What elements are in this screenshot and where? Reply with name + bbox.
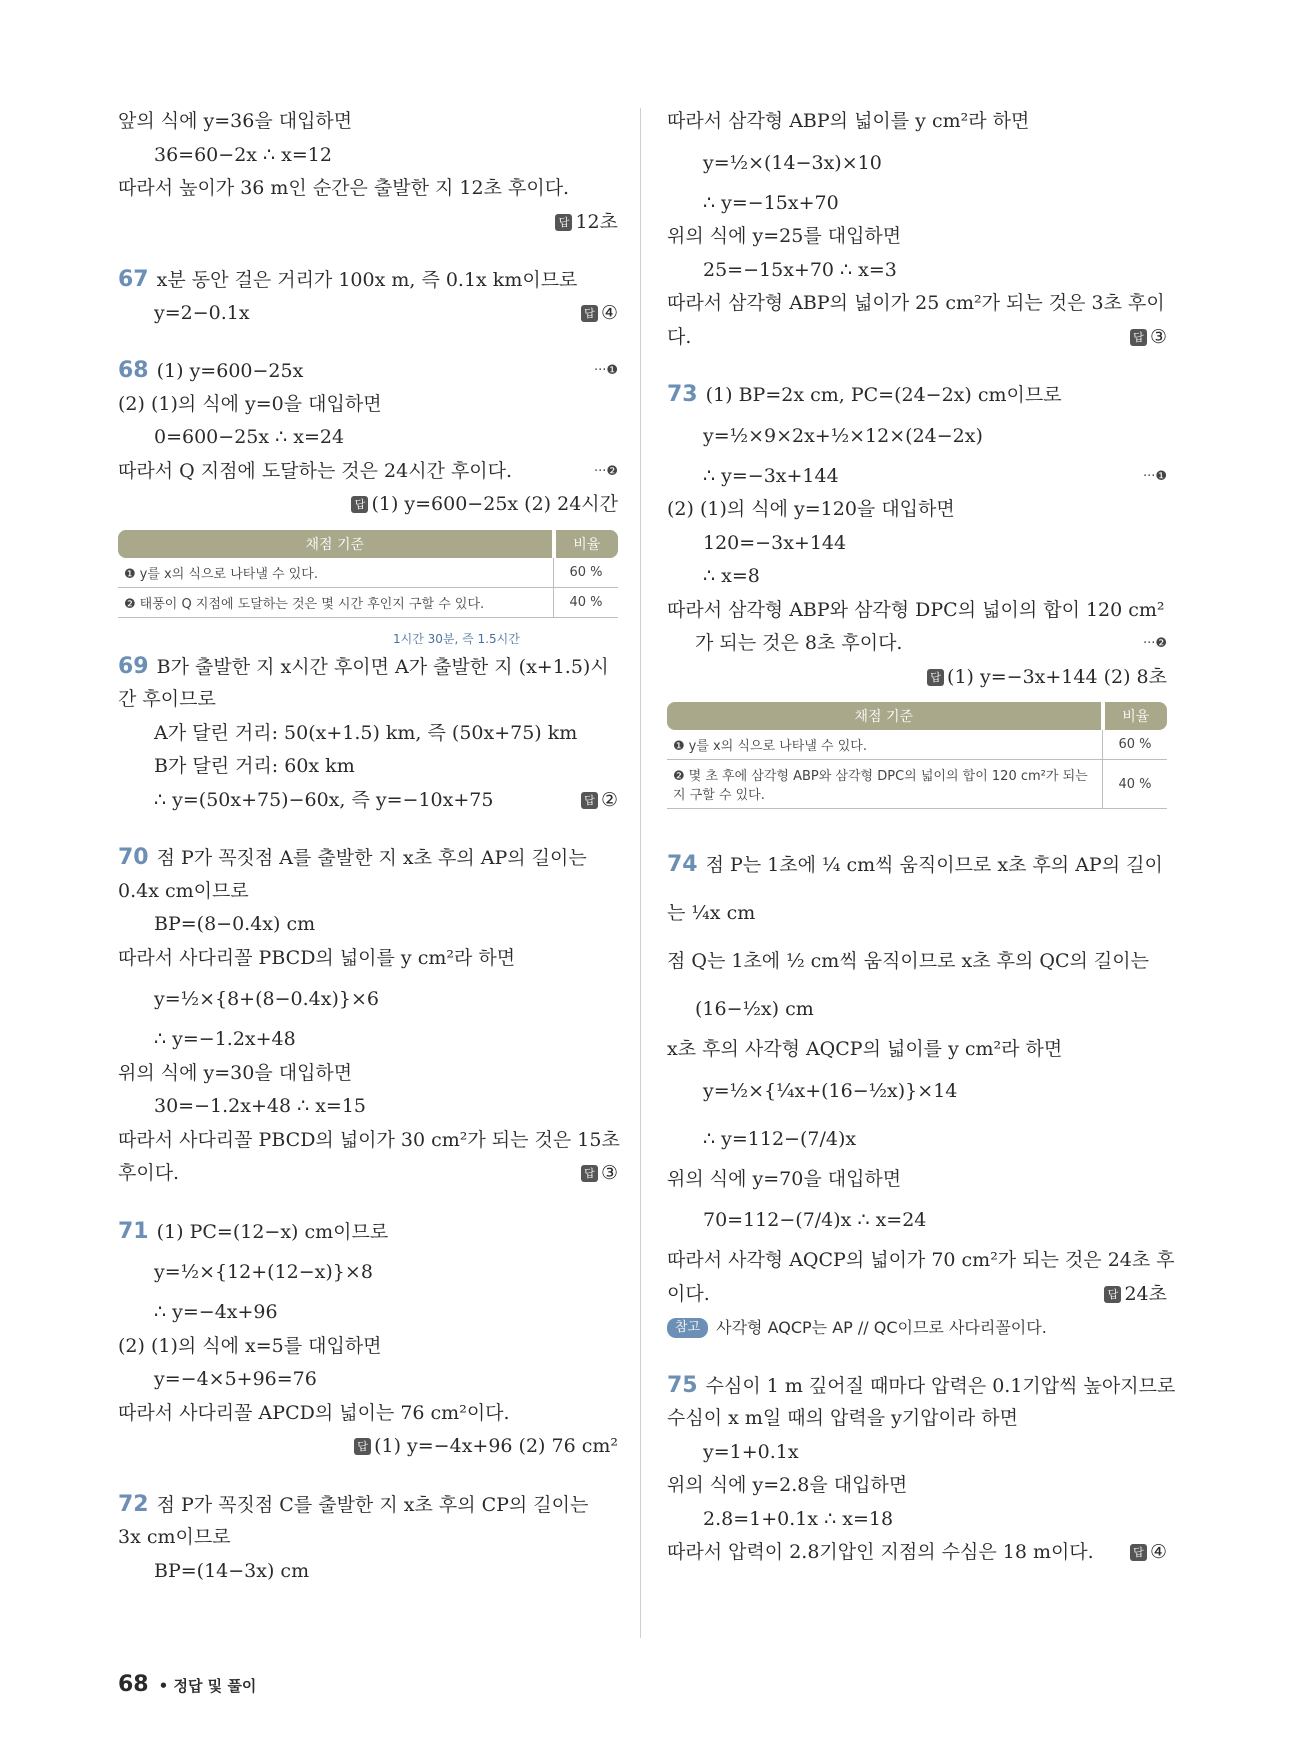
line-text: ∴ y=112−(7/4)x [703, 1127, 857, 1150]
line-text: 위의 식에 y=70을 대입하면 [667, 1167, 902, 1190]
solution-line [118, 1248, 618, 1296]
criterion-text: y를 x의 식으로 나타낼 수 있다. [688, 739, 867, 754]
reference-text: 사각형 AQCP는 AP // QC이므로 사다리꼴이다. [716, 1318, 1047, 1337]
solution-line [667, 1067, 1167, 1115]
line-text: (16−½x) cm [695, 998, 814, 1020]
line-text: 는 ¼x cm [667, 902, 756, 924]
solution-line [667, 187, 1167, 221]
solution-line [118, 488, 618, 522]
line-text: 따라서 Q 지점에 도달하는 것은 24시간 후이다. [118, 459, 513, 482]
grading-table [667, 702, 1167, 809]
grading-table [118, 530, 618, 618]
solution-line [667, 287, 1167, 321]
line-text: 따라서 삼각형 ABP의 넓이가 25 cm²가 되는 것은 3초 후이 [667, 292, 1165, 314]
line-text: (1) y=600−25x [156, 360, 304, 382]
solution-line [667, 889, 1167, 937]
line-text: 따라서 삼각형 ABP와 삼각형 DPC의 넓이의 합이 120 cm² [667, 598, 1165, 621]
problem-number: 69 [118, 653, 149, 679]
right-column [667, 105, 1176, 1570]
solution-line [667, 1196, 1167, 1244]
line-text: 수심이 x m일 때의 압력을 y기압이라 하면 [667, 1407, 1019, 1429]
problem-gap [118, 817, 618, 841]
solution-line [667, 1278, 1167, 1312]
line-text: 따라서 사다리꼴 PBCD의 넓이가 30 cm²가 되는 것은 15초 [118, 1128, 620, 1151]
solution-line [118, 875, 618, 909]
answer-value: ③ [1149, 325, 1167, 348]
solution-line [118, 1124, 618, 1158]
answer-box [1104, 1278, 1167, 1312]
line-text: 수심이 1 m 깊어질 때마다 압력은 0.1기압씩 높아지므로 [705, 1374, 1176, 1397]
solution-line [667, 254, 1167, 288]
line-text: 2.8=1+0.1x ∴ x=18 [703, 1507, 894, 1530]
criterion-ratio: 60 % [554, 558, 619, 588]
line-text: B가 출발한 지 x시간 후이면 A가 출발한 지 (x+1.5)시 [156, 655, 609, 678]
answer-box [354, 1430, 618, 1464]
grading-header-ratio: 비율 [1103, 702, 1168, 730]
page-number: 68 [118, 1672, 149, 1697]
line-text: 후이다. [118, 1162, 180, 1184]
solution-line [118, 975, 618, 1023]
answer-value: ③ [600, 1162, 618, 1184]
line-text: BP=(8−0.4x) cm [154, 913, 316, 935]
answer-box [1130, 1536, 1167, 1570]
solution-line [667, 1469, 1167, 1503]
solution-line [118, 908, 618, 942]
grading-criterion [667, 760, 1103, 809]
problem-73-line [667, 378, 1167, 412]
grading-header-criteria: 채점 기준 [667, 702, 1103, 730]
line-text: (2) (1)의 식에 y=120을 대입하면 [667, 498, 955, 520]
answer-box [581, 297, 618, 331]
line-text: x초 후의 사각형 AQCP의 넓이를 y cm²라 하면 [667, 1038, 1063, 1060]
solution-line [667, 661, 1167, 695]
criterion-text: 몇 초 후에 삼각형 ABP와 삼각형 DPC의 넓이의 합이 120 cm²가 되는지 구할 수 있다. [673, 769, 1088, 803]
criterion-mark: ❷ [124, 596, 136, 612]
line-text: 3x cm이므로 [118, 1526, 231, 1548]
solution-line [118, 421, 618, 455]
solution-line [118, 206, 618, 240]
solution-line [667, 1436, 1167, 1470]
solution-line [667, 493, 1167, 527]
solution-line [667, 1033, 1167, 1067]
line-text: y=½×{¼x+(16−½x)}×14 [703, 1079, 958, 1102]
solution-line [118, 717, 618, 751]
line-text: y=−4×5+96=76 [154, 1368, 317, 1390]
solution-line [667, 1536, 1167, 1570]
solution-line [118, 139, 618, 173]
line-text: 따라서 삼각형 ABP의 넓이를 y cm²라 하면 [667, 110, 1030, 132]
line-text: 25=−15x+70 ∴ x=3 [703, 258, 897, 281]
answer-value: ④ [1149, 1541, 1167, 1563]
line-text: y=½×(14−3x)×10 [703, 151, 882, 174]
problem-gap [118, 239, 618, 263]
criterion-text: 태풍이 Q 지점에 도달하는 것은 몇 시간 후인지 구할 수 있다. [139, 596, 485, 612]
problem-74-line [667, 841, 1167, 889]
problem-69-line [118, 650, 618, 684]
line-text: ∴ y=−4x+96 [154, 1301, 278, 1323]
criterion-ratio: 40 % [1103, 760, 1168, 809]
answer-icon: 답 [581, 792, 598, 809]
answer-box [1130, 321, 1167, 355]
answer-icon: 답 [1130, 1544, 1147, 1561]
line-text: y=2−0.1x [154, 301, 250, 324]
answer-icon: 답 [1130, 329, 1147, 346]
answer-value: (1) y=−3x+144 (2) 8초 [947, 665, 1167, 688]
answer-value: (1) y=600−25x (2) 24시간 [371, 493, 618, 515]
grading-criterion [118, 558, 554, 588]
solution-line [667, 1115, 1167, 1163]
solution-line [118, 1157, 618, 1191]
problem-number: 71 [118, 1218, 149, 1244]
line-text: ∴ y=−3x+144 [703, 464, 839, 487]
solution-line [118, 1296, 618, 1330]
solution-line [667, 527, 1167, 561]
answer-box [927, 661, 1167, 695]
line-text: 70=112−(7/4)x ∴ x=24 [703, 1209, 927, 1231]
criterion-text: y를 x의 식으로 나타낼 수 있다. [139, 566, 318, 582]
solution-line [118, 683, 618, 717]
left-column [118, 105, 618, 1588]
solution-line [667, 460, 1167, 494]
answer-value: 24초 [1124, 1282, 1167, 1305]
problem-gap [667, 354, 1167, 378]
line-text: 따라서 사다리꼴 APCD의 넓이는 76 cm²이다. [118, 1401, 510, 1424]
reference-note [667, 1311, 1167, 1345]
answer-icon: 답 [581, 305, 598, 322]
solution-line [667, 139, 1167, 187]
solution-line [667, 321, 1167, 355]
problem-gap [118, 1191, 618, 1215]
line-text: y=½×9×2x+½×12×(24−2x) [703, 424, 983, 447]
line-text: 점 Q는 1초에 ½ cm씩 움직이므로 x초 후의 QC의 길이는 [667, 950, 1149, 972]
line-text: ∴ y=(50x+75)−60x, 즉 y=−10x+75 [154, 788, 494, 811]
solution-line [667, 937, 1167, 985]
solution-line [667, 105, 1167, 139]
step-number: ❶ [606, 363, 618, 378]
line-text: 따라서 높이가 36 m인 순간은 출발한 지 12초 후이다. [118, 177, 570, 199]
line-text: 점 P가 꼭짓점 A를 출발한 지 x초 후의 AP의 길이는 [156, 847, 587, 869]
reference-badge: 참고 [667, 1318, 708, 1338]
answer-box [555, 206, 618, 240]
line-text: 위의 식에 y=30을 대입하면 [118, 1061, 353, 1084]
grading-row [118, 587, 618, 617]
grading-row [667, 760, 1167, 809]
grading-row [118, 558, 618, 588]
grading-criterion [667, 730, 1103, 760]
line-text: A가 달린 거리: 50(x+1.5) km, 즉 (50x+75) km [154, 721, 578, 744]
line-text: 120=−3x+144 [703, 531, 847, 554]
answer-icon: 답 [354, 1438, 371, 1455]
solution-line [667, 985, 1167, 1033]
problem-gap [667, 1345, 1167, 1369]
criterion-mark: ❶ [673, 739, 685, 754]
criterion-mark: ❶ [124, 566, 136, 582]
line-text: 다. [667, 325, 692, 348]
line-text: 위의 식에 y=25를 대입하면 [667, 225, 902, 247]
problem-71-line [118, 1215, 618, 1249]
problem-number: 70 [118, 845, 149, 870]
solution-line [118, 455, 618, 489]
criterion-ratio: 40 % [554, 587, 619, 617]
step-marker [1143, 627, 1167, 661]
solution-line [667, 1402, 1167, 1436]
line-text: 0=600−25x ∴ x=24 [154, 426, 345, 448]
step-marker [1143, 460, 1167, 494]
solution-line [118, 942, 618, 976]
grading-row [667, 730, 1167, 760]
problem-gap [118, 330, 618, 354]
footer-title-text: 정답 및 풀이 [173, 1677, 257, 1695]
answer-icon: 답 [351, 496, 368, 513]
solution-line [118, 1057, 618, 1091]
problem-gap [118, 626, 618, 650]
problem-67-line [118, 263, 618, 297]
solution-line [118, 388, 618, 422]
grading-header-ratio: 비율 [554, 530, 619, 558]
solution-line [118, 1023, 618, 1057]
line-text: ∴ x=8 [703, 565, 760, 587]
line-text: B가 달린 거리: 60x km [154, 755, 355, 777]
problem-number: 73 [667, 382, 698, 407]
line-text: x분 동안 걸은 거리가 100x m, 즉 0.1x km이므로 [156, 269, 578, 291]
problem-number: 68 [118, 358, 149, 383]
line-text: 이다. [667, 1282, 710, 1305]
solution-line [667, 1163, 1167, 1197]
criterion-mark: ❷ [673, 769, 685, 784]
step-number: ❶ [1155, 468, 1167, 484]
problem-gap [667, 817, 1167, 841]
problem-69-note: 1시간 30분, 즉 1.5시간 [393, 632, 520, 646]
line-text: 앞의 식에 y=36을 대입하면 [118, 110, 353, 132]
solution-line [118, 105, 618, 139]
page-footer [118, 1672, 256, 1697]
line-text: 0.4x cm이므로 [118, 879, 249, 902]
problem-gap [118, 1464, 618, 1488]
solution-line [667, 412, 1167, 460]
answer-box [581, 784, 618, 818]
solution-line [118, 1430, 618, 1464]
answer-icon: 답 [1104, 1286, 1121, 1303]
line-text: 위의 식에 y=2.8을 대입하면 [667, 1474, 908, 1496]
step-number: ❷ [606, 463, 618, 479]
step-marker [594, 455, 618, 489]
problem-number: 67 [118, 267, 149, 292]
line-text: 따라서 압력이 2.8기압인 지점의 수심은 18 m이다. [667, 1541, 1094, 1563]
solution-line [118, 750, 618, 784]
answer-box [351, 488, 618, 522]
solution-line [118, 297, 618, 331]
line-text: 30=−1.2x+48 ∴ x=15 [154, 1095, 367, 1117]
line-text: y=½×{8+(8−0.4x)}×6 [154, 988, 379, 1010]
step-dots: ··· [593, 363, 607, 378]
problem-68-line [118, 354, 618, 388]
line-text: ∴ y=−15x+70 [703, 191, 839, 214]
problem-70-line [118, 841, 618, 875]
line-text: (1) BP=2x cm, PC=(24−2x) cm이므로 [705, 384, 1062, 406]
footer-title: • 정답 및 풀이 [158, 1677, 257, 1695]
solution-line [118, 1330, 618, 1364]
line-text: 따라서 사다리꼴 PBCD의 넓이를 y cm²라 하면 [118, 946, 516, 969]
solution-line [118, 784, 618, 818]
grading-header-criteria: 채점 기준 [118, 530, 554, 558]
problem-75-line [667, 1369, 1176, 1403]
step-marker [594, 354, 618, 388]
problem-number: 75 [667, 1372, 698, 1398]
solution-line [667, 627, 1167, 661]
solution-line [118, 172, 618, 206]
solution-line [667, 1244, 1175, 1278]
problem-number: 74 [667, 852, 698, 877]
line-text: 간 후이므로 [118, 688, 216, 710]
answer-box [581, 1157, 618, 1191]
line-text: 점 P가 꼭짓점 C를 출발한 지 x초 후의 CP의 길이는 [156, 1493, 589, 1516]
solution-line [118, 1363, 618, 1397]
solution-line [667, 594, 1167, 628]
line-text: y=1+0.1x [703, 1440, 799, 1463]
solution-line [667, 1503, 1167, 1537]
solution-line [667, 560, 1167, 594]
line-text: 36=60−2x ∴ x=12 [154, 143, 332, 166]
line-text: 점 P는 1초에 ¼ cm씩 움직이므로 x초 후의 AP의 길이 [705, 854, 1163, 876]
line-text: (1) PC=(12−x) cm이므로 [156, 1220, 389, 1243]
answer-icon: 답 [927, 669, 944, 686]
step-dots: ··· [1142, 636, 1156, 651]
problem-72-line [118, 1488, 618, 1522]
step-number: ❷ [1155, 636, 1167, 651]
answer-icon: 답 [581, 1165, 598, 1182]
criterion-ratio: 60 % [1103, 730, 1168, 760]
line-text: ∴ y=−1.2x+48 [154, 1028, 296, 1050]
answer-value: 12초 [575, 210, 618, 233]
line-text: (2) (1)의 식에 y=0을 대입하면 [118, 392, 382, 415]
column-divider [640, 108, 641, 1638]
line-text: 따라서 사각형 AQCP의 넓이가 70 cm²가 되는 것은 24초 후 [667, 1249, 1175, 1271]
problem-number: 72 [118, 1491, 149, 1517]
line-text: 가 되는 것은 8초 후이다. [695, 632, 903, 654]
solution-line [118, 1090, 618, 1124]
answer-value: ② [600, 788, 618, 811]
grading-criterion [118, 587, 554, 617]
answer-value: (1) y=−4x+96 (2) 76 cm² [374, 1435, 618, 1457]
step-dots: ··· [593, 463, 607, 479]
line-text: y=½×{12+(12−x)}×8 [154, 1261, 373, 1283]
step-dots: ··· [1142, 468, 1156, 484]
line-text: (2) (1)의 식에 x=5를 대입하면 [118, 1334, 382, 1357]
answer-icon: 답 [555, 214, 572, 231]
answer-value: ④ [600, 301, 618, 324]
line-text: BP=(14−3x) cm [154, 1559, 310, 1582]
solution-line [118, 1555, 618, 1589]
solution-line [118, 1397, 618, 1431]
solution-line [667, 220, 1167, 254]
solution-line [118, 1521, 618, 1555]
